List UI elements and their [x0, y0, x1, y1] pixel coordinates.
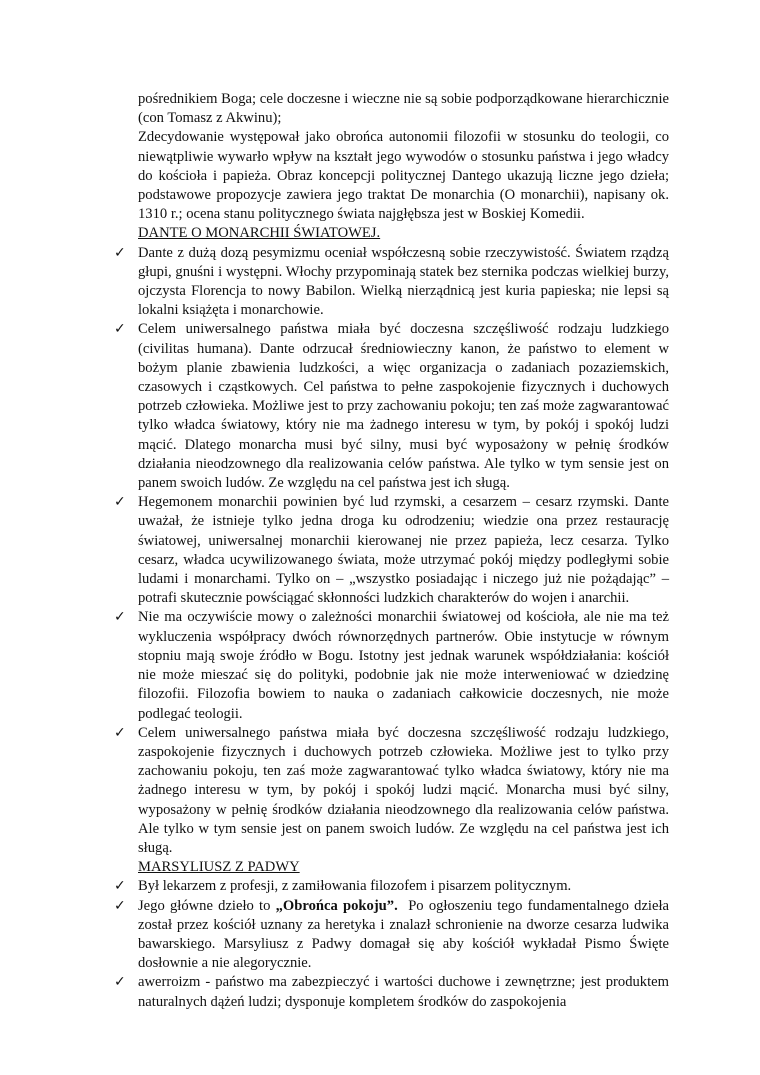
list-item-text: Dante z dużą dozą pesymizmu oceniał współczesną sobie rzeczywistość. Światem rządzą głupi, gnuśni i występni. Włochy przypominają statek bez sternika podczas wielkiej burzy, ojczysta Florencja to nowy Babilon. Wielką nierządnicą jest kuria papieska; nie lepsi są lokalni książęta i monarchowie.	[138, 244, 669, 319]
list-item-text: Celem uniwersalnego państwa miała być doczesna szczęśliwość rodzaju ludzkiego, zaspokojenie fizycznych i duchowych potrzeb człowieka. Możliwe jest to tylko przy zachowaniu pokoju, ten zaś może zagwarantować tylko władca światowy, który nie ma żadnego interesu w tym, by pokój i spokój ludzi mącić. Monarcha musi być silny, wyposażony w pełnię środków działania nieodzownego dla realizowania celów państwa. Ale tylko w tym sensie jest on panem swoich ludów. Ze względu na cel państwa jest ich sługą.	[138, 724, 669, 856]
book-title-bold: „Obrońca pokoju”.	[275, 897, 398, 914]
list-item	[114, 877, 669, 896]
list-item	[114, 244, 669, 321]
list-item	[114, 608, 669, 723]
check-mark-icon: ✓	[114, 878, 126, 895]
check-mark-icon: ✓	[114, 494, 126, 511]
list-item-text: Hegemonem monarchii powinien być lud rzymski, a cesarzem – cesarz rzymski. Dante uważał, że istnieje tylko jedna droga ku odrodzeniu; wiedzie ona przez restaurację światowej, uniwersalnej monarchii kierowanej nie przez papieża, lecz cesarza. Tylko cesarz, władca ucywilizowanego świata, może utrzymać pokój między podległymi sobie ludami i monarchami. Tylko on – „wszystko posiadając i niczego już nie pożądając” – potrafi skutecznie powściągać skłonności ludzkich charakterów do wojen i anarchii.	[138, 494, 669, 607]
list-item	[114, 724, 669, 858]
intro-paragraph-2: Zdecydowanie występował jako obrońca autonomii filozofii w stosunku do teologii, co niewątpliwie wywarło wpływ na kształt jego wywodów o stosunku państwa i jego władcy do kościoła i papieża. Obraz koncepcji politycznej Dantego ukazują liczne jego dzieła; podstawowe propozycje zawiera jego traktat De monarchia (O monarchii), napisany ok. 1310 r.; ocena stanu politycznego świata najgłębsza jest w Boskiej Komedii.	[138, 129, 669, 223]
intro-paragraph-1: pośrednikiem Boga; cele doczesne i wieczne nie są sobie podporządkowane hierarchicznie (con Tomasz z Akwinu);	[138, 91, 669, 127]
list-item	[114, 897, 673, 974]
check-mark-icon: ✓	[114, 244, 126, 261]
list-item	[114, 493, 669, 608]
list-item	[114, 320, 669, 493]
item-text-before: Jego główne dzieło to	[138, 897, 276, 914]
check-mark-icon: ✓	[114, 724, 126, 741]
section-heading-dante: DANTE O MONARCHII ŚWIATOWEJ.	[138, 225, 381, 242]
list-item-text: Był lekarzem z profesji, z zamiłowania filozofem i pisarzem politycznym.	[138, 878, 572, 895]
section-heading-marsyliusz: MARSYLIUSZ Z PADWY	[138, 859, 300, 876]
check-mark-icon: ✓	[114, 974, 126, 991]
item-text-after: Po ogłoszeniu tego fundamentalnego dzieła został przez kościół uznany za heretyka i znalazł schronienie na dworze cesarza ludwika bawarskiego. Marsyliusz z Padwy domagał się aby kościół wykładał Pismo Święte dosłownie a nie alegorycznie.	[138, 897, 673, 972]
list-item-text: awerroizm - państwo ma zabezpieczyć i wartości duchowe i zewnętrzne; jest produktem naturalnych dążeń ludzi; dysponuje kompletem środków do zaspokojenia	[138, 974, 669, 1010]
list-item-text	[138, 898, 673, 972]
list-item	[114, 973, 669, 1011]
list-item-text: Celem uniwersalnego państwa miała być doczesna szczęśliwość rodzaju ludzkiego (civilitas humana). Dante odrzucał średniowieczny kanon, że państwo to element w bożym planie zbawienia ludzkości, a więc organizacja o zadaniach pozaziemskich, czasowych i cząstkowych. Cel państwa to pełne zaspokojenie fizycznych i duchowych potrzeb człowieka. Możliwe jest to przy zachowaniu pokoju; ten zaś może zagwarantować tylko władca światowy, który nie ma żadnego interesu w tym, by pokój i spokój ludzi mącić. Dlatego monarcha musi być silny, musi być wyposażony w pełnię środków działania nieodzownego dla realizowania celów państwa. Ale tylko w tym sensie jest on panem swoich ludów. Ze względu na cel państwa jest ich sługą.	[138, 321, 669, 492]
document-page	[114, 90, 673, 1012]
check-mark-icon: ✓	[114, 897, 126, 914]
check-mark-icon: ✓	[114, 321, 126, 338]
check-mark-icon: ✓	[114, 609, 126, 626]
list-item-text: Nie ma oczywiście mowy o zależności monarchii światowej od kościoła, ale nie ma też wykluczenia współpracy dwóch równorzędnych partnerów. Obie instytucje w równym stopniu mają swoje źródło w Bogu. Istotny jest jednak warunek współdziałania: kościół nie może mieszać się do polityki, podobnie jak nie może interweniować w dziedzinę filozofii. Filozofia bowiem to nauka o zadaniach całkowicie doczesnych, nie może podlegać teologii.	[138, 609, 669, 722]
